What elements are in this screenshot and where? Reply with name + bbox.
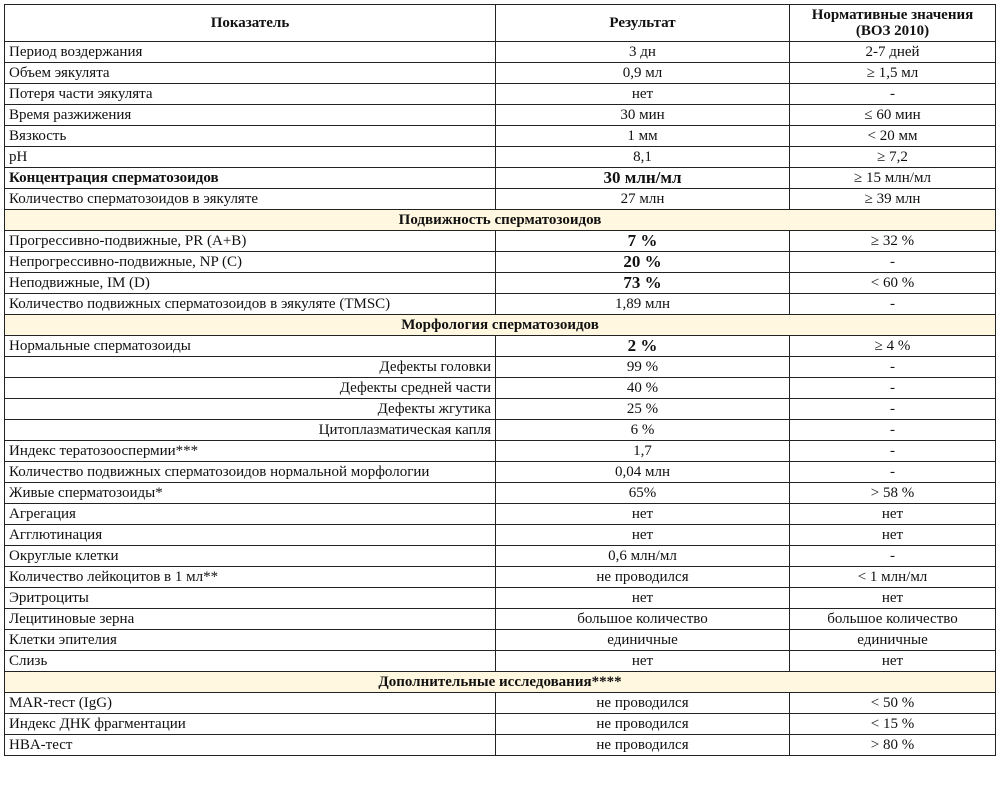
results-table (4, 4, 996, 756)
table-row (5, 147, 996, 168)
parameter-cell: Агрегация (5, 504, 496, 525)
section-title: Дополнительные исследования**** (5, 672, 996, 693)
norm-cell: ≥ 39 млн (790, 189, 996, 210)
parameter-cell: HBA-тест (5, 735, 496, 756)
parameter-cell: Время разжижения (5, 105, 496, 126)
norm-cell: ≥ 15 млн/мл (790, 168, 996, 189)
result-cell: 99 % (496, 357, 790, 378)
table-row (5, 84, 996, 105)
result-cell: 2 % (496, 336, 790, 357)
table-row (5, 504, 996, 525)
table-header-row (5, 5, 996, 42)
table-row (5, 42, 996, 63)
norm-cell: 2-7 дней (790, 42, 996, 63)
table-row (5, 483, 996, 504)
parameter-cell: Индекс ДНК фрагментации (5, 714, 496, 735)
parameter-cell: Дефекты жгутика (5, 399, 496, 420)
table-row (5, 525, 996, 546)
parameter-cell: Количество подвижных сперматозоидов нормальной морфологии (5, 462, 496, 483)
result-cell: 8,1 (496, 147, 790, 168)
table-row (5, 714, 996, 735)
result-cell: 0,04 млн (496, 462, 790, 483)
parameter-cell: Объем эякулята (5, 63, 496, 84)
parameter-cell: Прогрессивно-подвижные, PR (A+B) (5, 231, 496, 252)
result-cell: 65% (496, 483, 790, 504)
table-row (5, 63, 996, 84)
norm-cell: большое количество (790, 609, 996, 630)
parameter-cell: pH (5, 147, 496, 168)
parameter-cell: Клетки эпителия (5, 630, 496, 651)
parameter-cell: Лецитиновые зерна (5, 609, 496, 630)
norm-cell: - (790, 357, 996, 378)
header-norm: Нормативные значения (ВОЗ 2010) (790, 5, 996, 42)
table-row (5, 357, 996, 378)
norm-cell: - (790, 252, 996, 273)
section-row (5, 210, 996, 231)
norm-cell: - (790, 420, 996, 441)
table-row (5, 735, 996, 756)
norm-cell: - (790, 399, 996, 420)
section-row (5, 672, 996, 693)
result-cell: единичные (496, 630, 790, 651)
parameter-cell: Эритроциты (5, 588, 496, 609)
table-row (5, 105, 996, 126)
parameter-cell: MAR-тест (IgG) (5, 693, 496, 714)
table-row (5, 441, 996, 462)
norm-cell: ≥ 1,5 мл (790, 63, 996, 84)
parameter-cell: Агглютинация (5, 525, 496, 546)
table-row (5, 252, 996, 273)
norm-cell: - (790, 441, 996, 462)
result-cell: 20 % (496, 252, 790, 273)
norm-cell: > 58 % (790, 483, 996, 504)
parameter-cell: Период воздержания (5, 42, 496, 63)
norm-cell: ≥ 4 % (790, 336, 996, 357)
parameter-cell: Неподвижные, IM (D) (5, 273, 496, 294)
result-cell: 1 мм (496, 126, 790, 147)
section-row (5, 315, 996, 336)
parameter-cell: Вязкость (5, 126, 496, 147)
result-cell: 7 % (496, 231, 790, 252)
table-row (5, 231, 996, 252)
table-row (5, 609, 996, 630)
table-row (5, 693, 996, 714)
norm-cell: - (790, 84, 996, 105)
table-row (5, 378, 996, 399)
parameter-cell: Индекс тератозооспермии*** (5, 441, 496, 462)
result-cell: 30 млн/мл (496, 168, 790, 189)
parameter-cell: Количество сперматозоидов в эякуляте (5, 189, 496, 210)
parameter-cell: Дефекты средней части (5, 378, 496, 399)
table-row (5, 399, 996, 420)
result-cell: 1,7 (496, 441, 790, 462)
parameter-cell: Округлые клетки (5, 546, 496, 567)
table-row (5, 420, 996, 441)
result-cell: нет (496, 84, 790, 105)
norm-cell: - (790, 294, 996, 315)
parameter-cell: Нормальные сперматозоиды (5, 336, 496, 357)
result-cell: не проводился (496, 693, 790, 714)
result-cell: 25 % (496, 399, 790, 420)
norm-cell: нет (790, 525, 996, 546)
table-row (5, 336, 996, 357)
norm-cell: нет (790, 504, 996, 525)
table-row (5, 189, 996, 210)
table-row (5, 462, 996, 483)
result-cell: 1,89 млн (496, 294, 790, 315)
result-cell: 40 % (496, 378, 790, 399)
parameter-cell: Живые сперматозоиды* (5, 483, 496, 504)
parameter-cell: Слизь (5, 651, 496, 672)
norm-cell: < 20 мм (790, 126, 996, 147)
section-title: Морфология сперматозоидов (5, 315, 996, 336)
header-result: Результат (496, 5, 790, 42)
norm-cell: ≥ 32 % (790, 231, 996, 252)
analysis-report (4, 4, 995, 756)
result-cell: 3 дн (496, 42, 790, 63)
result-cell: 0,6 млн/мл (496, 546, 790, 567)
parameter-cell: Дефекты головки (5, 357, 496, 378)
result-cell: большое количество (496, 609, 790, 630)
result-cell: нет (496, 504, 790, 525)
norm-cell: ≤ 60 мин (790, 105, 996, 126)
table-row (5, 588, 996, 609)
parameter-cell: Концентрация сперматозоидов (5, 168, 496, 189)
norm-cell: > 80 % (790, 735, 996, 756)
table-row (5, 294, 996, 315)
result-cell: нет (496, 588, 790, 609)
parameter-cell: Потеря части эякулята (5, 84, 496, 105)
result-cell: не проводился (496, 567, 790, 588)
header-parameter: Показатель (5, 5, 496, 42)
result-cell: нет (496, 651, 790, 672)
table-row (5, 546, 996, 567)
result-cell: 6 % (496, 420, 790, 441)
table-row (5, 126, 996, 147)
norm-cell: ≥ 7,2 (790, 147, 996, 168)
result-cell: 73 % (496, 273, 790, 294)
result-cell: не проводился (496, 714, 790, 735)
table-row (5, 630, 996, 651)
table-row (5, 651, 996, 672)
norm-cell: нет (790, 588, 996, 609)
norm-cell: - (790, 378, 996, 399)
norm-cell: - (790, 546, 996, 567)
norm-cell: < 50 % (790, 693, 996, 714)
norm-cell: единичные (790, 630, 996, 651)
result-cell: не проводился (496, 735, 790, 756)
table-row (5, 168, 996, 189)
norm-cell: < 60 % (790, 273, 996, 294)
parameter-cell: Количество подвижных сперматозоидов в эякуляте (TMSC) (5, 294, 496, 315)
section-title: Подвижность сперматозоидов (5, 210, 996, 231)
table-row (5, 567, 996, 588)
parameter-cell: Количество лейкоцитов в 1 мл** (5, 567, 496, 588)
norm-cell: < 15 % (790, 714, 996, 735)
table-row (5, 273, 996, 294)
norm-cell: - (790, 462, 996, 483)
table-body (5, 42, 996, 756)
parameter-cell: Цитоплазматическая капля (5, 420, 496, 441)
result-cell: нет (496, 525, 790, 546)
norm-cell: нет (790, 651, 996, 672)
result-cell: 0,9 мл (496, 63, 790, 84)
parameter-cell: Непрогрессивно-подвижные, NP (C) (5, 252, 496, 273)
result-cell: 27 млн (496, 189, 790, 210)
norm-cell: < 1 млн/мл (790, 567, 996, 588)
result-cell: 30 мин (496, 105, 790, 126)
